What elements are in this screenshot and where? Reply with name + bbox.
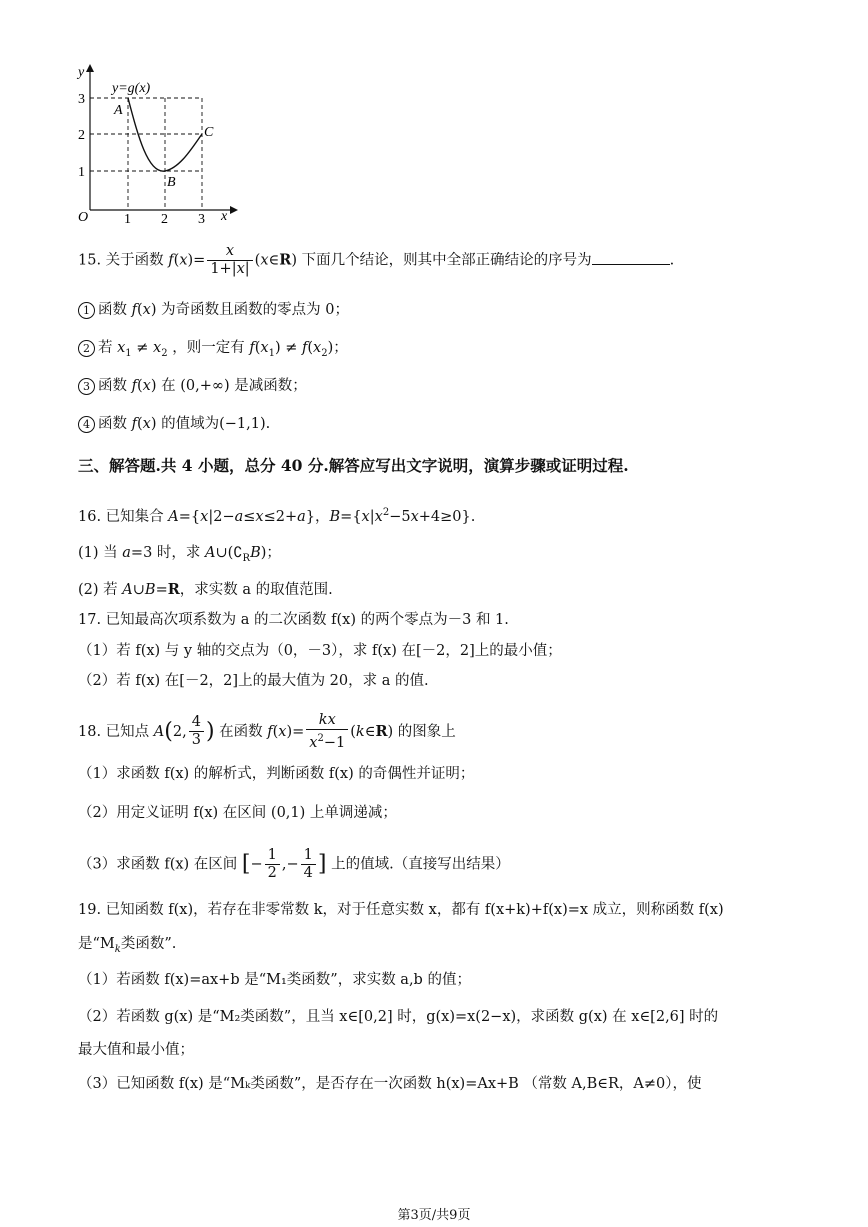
fn-label: y=g(x) [112, 81, 151, 96]
x-axis-arrow [230, 206, 238, 214]
q15-item-4: 4 函数 f(x) 的值域为(−1,1). [78, 414, 270, 434]
q19-part-3: （3）已知函数 f(x) 是“Mₖ类函数”，是否存在一次函数 h(x)=Ax+B （常数 A,B∈R，A≠0），使 [78, 1076, 702, 1092]
ytick-2: 2 [78, 128, 85, 143]
y-axis-arrow [86, 64, 94, 72]
ytick-3: 3 [78, 92, 85, 107]
q19-part-2-cont: 最大值和最小值； [78, 1042, 194, 1058]
answer-blank [592, 250, 670, 265]
ytick-1: 1 [78, 165, 85, 180]
q19-part-2: （2）若函数 g(x) 是“M₂类函数”，且当 x∈[0,2] 时，g(x)=x(2−x)，求函数 g(x) 在 x∈[2,6] 时的 [78, 1009, 719, 1025]
q16-part-2: (2) 若 A∪B=R，求实数 a 的取值范围. [78, 581, 333, 598]
function-graph [72, 56, 242, 226]
q17-stem: 17. 已知最高次项系数为 a 的二次函数 f(x) 的两个零点为－3 和 1. [78, 612, 509, 628]
y-axis-label: y [78, 65, 85, 80]
point-a-label: A [114, 103, 123, 118]
q15-stem: 15. 关于函数 f(x)= $\frac{x}{1+|x|}$ (x∈R) 下面几个结论，则其中全部正确结论的序号为 . [78, 243, 675, 277]
q19-part-1: （1）若函数 f(x)=ax+b 是“M₁类函数”，求实数 a,b 的值； [78, 972, 471, 988]
q15-fraction: $\frac{x}{1+|x|}$ [207, 243, 252, 278]
point-c-label: C [204, 125, 214, 140]
section-3-heading: 三、解答题.共 4 小题，总分 40 分.解答应写出文字说明，演算步骤或证明过程. [78, 456, 629, 475]
q17-part-2: （2）若 f(x) 在[－2，2]上的最大值为 20，求 a 的值. [78, 673, 429, 689]
xtick-1: 1 [124, 212, 131, 226]
q19-stem: 19. 已知函数 f(x)，若存在非零常数 k，对于任意实数 x，都有 f(x+k)+f(x)=x 成立，则称函数 f(x) [78, 902, 724, 918]
xtick-2: 2 [161, 212, 168, 226]
q15-item-1: 1 函数 f(x) 为奇函数且函数的零点为 0； [78, 300, 349, 320]
q18-part-3: （3）求函数 f(x) 在区间 [− $\frac{1}{2}$ ,− $\frac{1}{4}$ ] 上的值域.（直接写出结果） [78, 847, 510, 881]
q15-item-2: 2 若 $x_1 \ne x_2$ ，则一定有 $f(x_1) \ne f(x_2)$； [78, 338, 348, 364]
point-b-label: B [167, 175, 176, 190]
page-footer: 第3页/共9页 [397, 1208, 471, 1223]
origin-label: O [78, 210, 89, 225]
q15-item-3: 3 函数 f(x) 在 (0,+∞) 是减函数； [78, 376, 307, 396]
q19-stem-2: 是“$M_k$类函数”. [78, 936, 177, 955]
q18-part-2: （2）用定义证明 f(x) 在区间 (0,1) 上单调递减； [78, 805, 397, 821]
q16-part-1: (1) 当 a=3 时，求 $A\cup(∁_RB)$； [78, 545, 281, 564]
q17-part-1: （1）若 f(x) 与 y 轴的交点为（0，－3），求 f(x) 在[－2，2]上的最小值； [78, 643, 562, 659]
x-axis-label: x [221, 209, 228, 224]
xtick-3: 3 [198, 212, 205, 226]
q18-part-1: （1）求函数 f(x) 的解析式，判断函数 f(x) 的奇偶性并证明； [78, 766, 475, 782]
q18-stem: 18. 已知点 A(2, $\frac{4}{3}$ ) 在函数 f(x)= $\frac{kx}{x^2-1}$ (k∈R) 的图象上 [78, 712, 456, 751]
q16-stem: 16. 已知集合 A={x|2−a≤x≤2+a}，$B=\{x|x^2-5x+4\ge 0\}$. [78, 507, 476, 525]
